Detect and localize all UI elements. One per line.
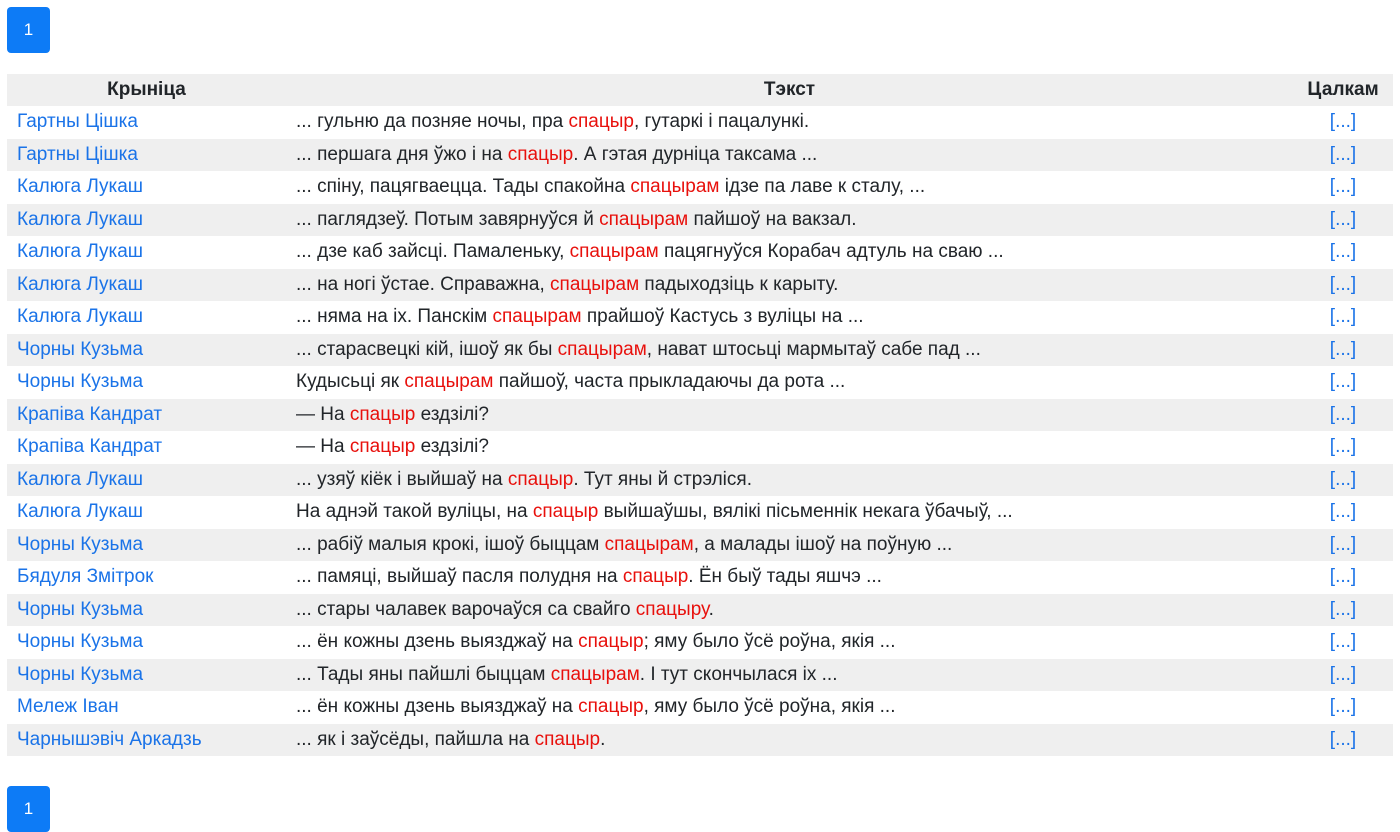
table-row xyxy=(7,204,1393,237)
source-cell xyxy=(7,724,286,757)
context-after: выйшаўшы, вялікі пісьменнік некага ўбачыў, ... xyxy=(598,501,1013,523)
keyword-highlight: спацыр xyxy=(507,468,574,490)
source-cell xyxy=(7,139,286,172)
full-cell xyxy=(1293,171,1393,204)
context-after: ездзілі? xyxy=(415,403,489,425)
context-after: пацягнуўся Корабач адтуль на сваю ... xyxy=(658,241,1004,263)
context-after: . Ён быў тады яшчэ ... xyxy=(688,566,882,588)
context-after: прайшоў Кастусь з вуліцы на ... xyxy=(581,306,864,328)
full-text-link[interactable]: [...] xyxy=(1329,371,1357,393)
table-row xyxy=(7,139,1393,172)
source-author-link[interactable]: Чорны Кузьма xyxy=(17,533,144,555)
context-before: ... на ногі ўстае. Справажна, xyxy=(296,273,551,295)
source-cell xyxy=(7,626,286,659)
full-text-link[interactable]: [...] xyxy=(1329,111,1357,133)
table-row xyxy=(7,724,1393,757)
text-cell xyxy=(286,431,1293,464)
source-cell xyxy=(7,691,286,724)
source-author-link[interactable]: Калюга Лукаш xyxy=(17,501,144,523)
text-cell xyxy=(286,626,1293,659)
source-cell xyxy=(7,171,286,204)
text-cell xyxy=(286,171,1293,204)
context-before: ... гульню да позняе ночы, пра xyxy=(296,111,569,133)
full-cell xyxy=(1293,106,1393,139)
keyword-highlight: спацыру xyxy=(635,598,709,620)
keyword-highlight: спацыр xyxy=(532,501,599,523)
source-author-link[interactable]: Чорны Кузьма xyxy=(17,371,144,393)
table-row xyxy=(7,626,1393,659)
context-after: ездзілі? xyxy=(415,436,489,458)
full-cell xyxy=(1293,626,1393,659)
source-author-link[interactable]: Чорны Кузьма xyxy=(17,631,144,653)
table-row xyxy=(7,431,1393,464)
context-before: ... паглядзеў. Потым завярнуўся й xyxy=(296,208,600,230)
text-cell xyxy=(286,691,1293,724)
full-text-link[interactable]: [...] xyxy=(1329,436,1357,458)
table-row xyxy=(7,561,1393,594)
context-before: ... старасвецкі кій, ішоў як бы xyxy=(296,338,558,360)
source-author-link[interactable]: Мележ Іван xyxy=(17,696,119,718)
source-author-link[interactable]: Гартны Цішка xyxy=(17,111,138,133)
text-cell xyxy=(286,269,1293,302)
keyword-highlight: спацыр xyxy=(349,403,416,425)
text-cell xyxy=(286,301,1293,334)
context-before: ... рабіў малыя крокі, ішоў быццам xyxy=(296,533,605,555)
context-before: ... першага дня ўжо і на xyxy=(296,143,508,165)
source-author-link[interactable]: Чорны Кузьма xyxy=(17,338,144,360)
context-after: , а малады ішоў на поўную ... xyxy=(693,533,953,555)
full-text-link[interactable]: [...] xyxy=(1329,696,1357,718)
full-text-link[interactable]: [...] xyxy=(1329,663,1357,685)
full-text-link[interactable]: [...] xyxy=(1329,143,1357,165)
context-before: ... Тады яны пайшлі быццам xyxy=(296,663,551,685)
pagination-page-1-button[interactable]: 1 xyxy=(7,7,50,53)
full-text-link[interactable]: [...] xyxy=(1329,208,1357,230)
pagination-page-1-button-bottom[interactable]: 1 xyxy=(7,786,50,832)
source-cell xyxy=(7,236,286,269)
context-after: падыходзіць к карыту. xyxy=(639,273,839,295)
keyword-highlight: спацырам xyxy=(604,533,694,555)
full-cell xyxy=(1293,204,1393,237)
context-before: ... ён кожны дзень выязджаў на xyxy=(296,696,579,718)
source-cell xyxy=(7,106,286,139)
context-before: — На xyxy=(296,403,350,425)
full-text-link[interactable]: [...] xyxy=(1329,728,1357,750)
text-cell xyxy=(286,139,1293,172)
full-cell xyxy=(1293,139,1393,172)
text-cell xyxy=(286,106,1293,139)
table-row xyxy=(7,594,1393,627)
source-cell xyxy=(7,334,286,367)
full-text-link[interactable]: [...] xyxy=(1329,501,1357,523)
context-after: ідзе па лаве к сталу, ... xyxy=(719,176,926,198)
full-text-link[interactable]: [...] xyxy=(1329,468,1357,490)
table-row xyxy=(7,334,1393,367)
text-cell xyxy=(286,724,1293,757)
keyword-highlight: спацырам xyxy=(630,176,720,198)
text-cell xyxy=(286,399,1293,432)
results-table xyxy=(7,74,1393,756)
context-before: На аднэй такой вуліцы, на xyxy=(296,501,533,523)
text-cell xyxy=(286,659,1293,692)
text-cell xyxy=(286,529,1293,562)
source-cell xyxy=(7,529,286,562)
context-before: Кудысьці як xyxy=(296,371,405,393)
full-cell xyxy=(1293,334,1393,367)
full-text-link[interactable]: [...] xyxy=(1329,273,1357,295)
full-cell xyxy=(1293,431,1393,464)
full-cell xyxy=(1293,399,1393,432)
context-after: пайшоў на вакзал. xyxy=(688,208,857,230)
keyword-highlight: спацыр xyxy=(578,696,644,718)
table-row xyxy=(7,236,1393,269)
source-cell xyxy=(7,561,286,594)
full-text-link[interactable]: [...] xyxy=(1329,241,1357,263)
source-cell xyxy=(7,366,286,399)
source-author-link[interactable]: Калюга Лукаш xyxy=(17,273,144,295)
keyword-highlight: спацыр xyxy=(622,566,689,588)
source-author-link[interactable]: Калюга Лукаш xyxy=(17,208,144,230)
source-cell xyxy=(7,204,286,237)
source-author-link[interactable]: Калюга Лукаш xyxy=(17,176,144,198)
source-cell xyxy=(7,464,286,497)
full-text-link[interactable]: [...] xyxy=(1329,631,1357,653)
context-before: ... ён кожны дзень выязджаў на xyxy=(296,631,579,653)
source-cell xyxy=(7,496,286,529)
keyword-highlight: спацыр xyxy=(507,143,574,165)
context-after: пайшоў, часта прыкладаючы да рота ... xyxy=(493,371,846,393)
full-text-link[interactable]: [...] xyxy=(1329,566,1357,588)
table-row xyxy=(7,399,1393,432)
keyword-highlight: спацырам xyxy=(550,273,640,295)
context-before: ... як і заўсёды, пайшла на xyxy=(296,728,535,750)
table-row xyxy=(7,366,1393,399)
full-text-link[interactable]: [...] xyxy=(1329,306,1357,328)
text-cell xyxy=(286,496,1293,529)
table-row xyxy=(7,301,1393,334)
text-cell xyxy=(286,236,1293,269)
context-after: . xyxy=(600,728,606,750)
full-text-link[interactable]: [...] xyxy=(1329,598,1357,620)
context-before: — На xyxy=(296,436,350,458)
table-row xyxy=(7,171,1393,204)
full-cell xyxy=(1293,594,1393,627)
source-author-link[interactable]: Калюга Лукаш xyxy=(17,241,144,263)
text-cell xyxy=(286,334,1293,367)
text-cell xyxy=(286,561,1293,594)
source-author-link[interactable]: Крапіва Кандрат xyxy=(17,436,163,458)
context-before: ... дзе каб зайсці. Памаленьку, xyxy=(296,241,570,263)
source-author-link[interactable]: Бядуля Змітрок xyxy=(17,566,154,588)
source-author-link[interactable]: Гартны Цішка xyxy=(17,143,138,165)
keyword-highlight: спацыр xyxy=(534,728,601,750)
table-body xyxy=(7,106,1393,756)
full-text-link[interactable]: [...] xyxy=(1329,338,1357,360)
context-after: . А гэтая дурніца таксама ... xyxy=(573,143,818,165)
header-source: Крыніца xyxy=(7,74,286,106)
header-full: Цалкам xyxy=(1293,74,1393,106)
context-before: ... стары чалавек варочаўся са свайго xyxy=(296,598,636,620)
table-row xyxy=(7,659,1393,692)
text-cell xyxy=(286,366,1293,399)
keyword-highlight: спацырам xyxy=(557,338,647,360)
full-cell xyxy=(1293,529,1393,562)
full-cell xyxy=(1293,561,1393,594)
full-text-link[interactable]: [...] xyxy=(1329,403,1357,425)
keyword-highlight: спацырам xyxy=(599,208,689,230)
source-cell xyxy=(7,594,286,627)
text-cell xyxy=(286,594,1293,627)
context-after: , гутаркі і пацалункі. xyxy=(633,111,810,133)
keyword-highlight: спацырам xyxy=(569,241,659,263)
keyword-highlight: спацыр xyxy=(568,111,634,133)
source-author-link[interactable]: Чорны Кузьма xyxy=(17,663,144,685)
context-before: ... памяці, выйшаў пасля полудня на xyxy=(296,566,623,588)
source-cell xyxy=(7,399,286,432)
table-row xyxy=(7,691,1393,724)
table-row xyxy=(7,496,1393,529)
full-cell xyxy=(1293,659,1393,692)
full-text-link[interactable]: [...] xyxy=(1329,176,1357,198)
context-after: , яму было ўсё роўна, якія ... xyxy=(643,696,896,718)
context-after: . Тут яны й стрэліся. xyxy=(573,468,752,490)
text-cell xyxy=(286,204,1293,237)
source-cell xyxy=(7,659,286,692)
keyword-highlight: спацырам xyxy=(404,371,494,393)
table-header-row xyxy=(7,74,1393,106)
full-cell xyxy=(1293,691,1393,724)
keyword-highlight: спацырам xyxy=(550,663,640,685)
context-after: . І тут скончылася іх ... xyxy=(639,663,838,685)
full-text-link[interactable]: [...] xyxy=(1329,533,1357,555)
table-row xyxy=(7,269,1393,302)
context-after: ; яму было ўсё роўна, якія ... xyxy=(643,631,896,653)
full-cell xyxy=(1293,464,1393,497)
keyword-highlight: спацыр xyxy=(349,436,416,458)
context-after: . xyxy=(708,598,714,620)
full-cell xyxy=(1293,236,1393,269)
context-before: ... узяў кіёк і выйшаў на xyxy=(296,468,508,490)
table-row xyxy=(7,106,1393,139)
source-author-link[interactable]: Чарнышэвіч Аркадзь xyxy=(17,728,202,750)
keyword-highlight: спацырам xyxy=(492,306,582,328)
source-author-link[interactable]: Чорны Кузьма xyxy=(17,598,144,620)
full-cell xyxy=(1293,366,1393,399)
text-cell xyxy=(286,464,1293,497)
source-author-link[interactable]: Калюга Лукаш xyxy=(17,306,144,328)
header-text: Тэкст xyxy=(286,74,1293,106)
full-cell xyxy=(1293,496,1393,529)
table-row xyxy=(7,529,1393,562)
source-author-link[interactable]: Крапіва Кандрат xyxy=(17,403,163,425)
context-before: ... няма на іх. Панскім xyxy=(296,306,493,328)
full-cell xyxy=(1293,301,1393,334)
source-cell xyxy=(7,301,286,334)
full-cell xyxy=(1293,269,1393,302)
context-after: , нават штосьці мармытаў сабе пад ... xyxy=(646,338,981,360)
source-author-link[interactable]: Калюга Лукаш xyxy=(17,468,144,490)
table-row xyxy=(7,464,1393,497)
context-before: ... спіну, пацягваецца. Тады спакойна xyxy=(296,176,631,198)
keyword-highlight: спацыр xyxy=(578,631,644,653)
source-cell xyxy=(7,269,286,302)
full-cell xyxy=(1293,724,1393,757)
source-cell xyxy=(7,431,286,464)
